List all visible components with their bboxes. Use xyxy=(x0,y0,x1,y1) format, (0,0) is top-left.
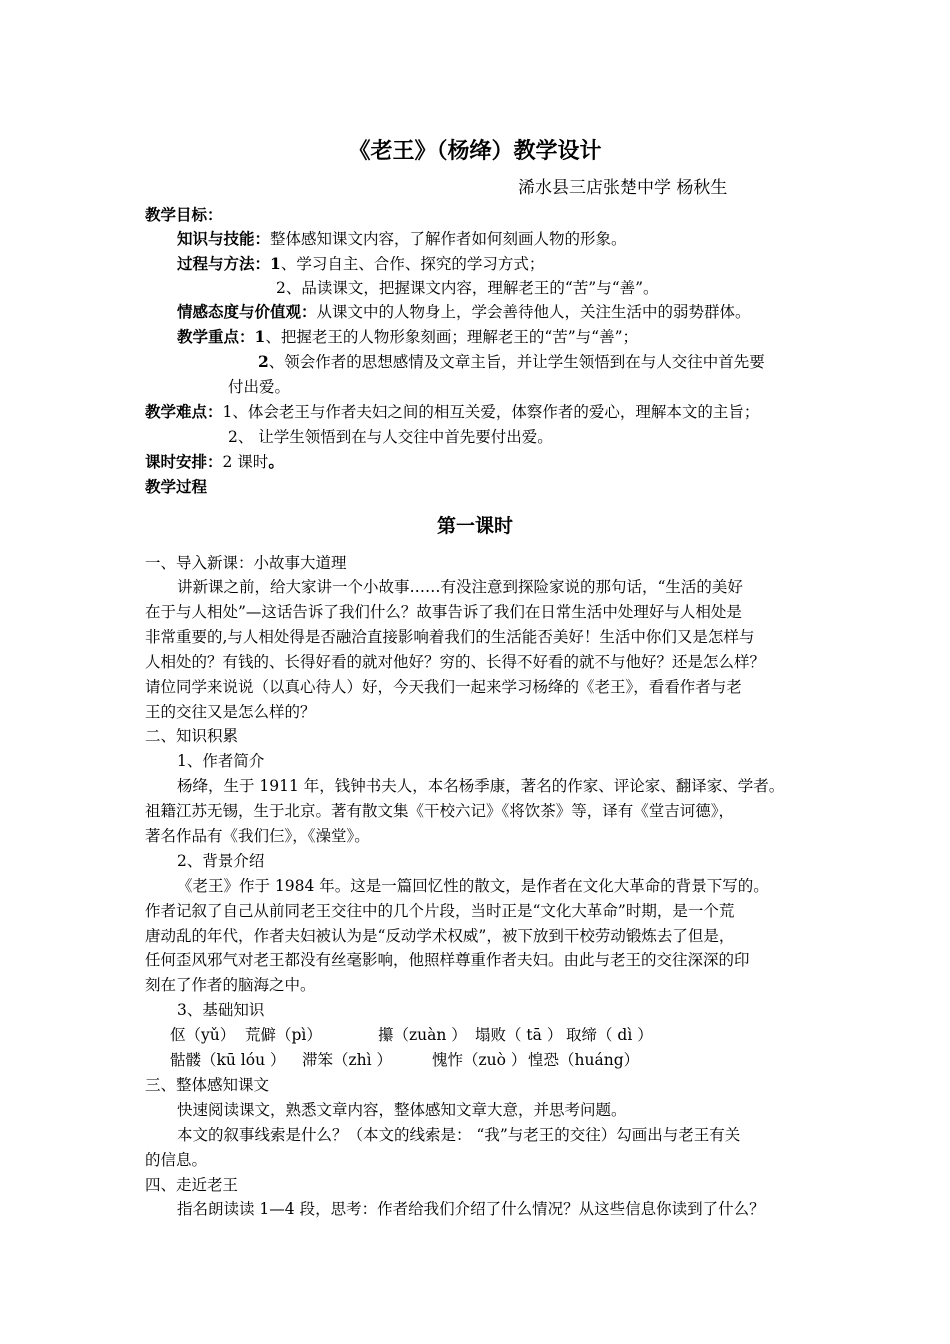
key-num-2: 2 xyxy=(258,352,269,371)
subheading-author-intro: 1、作者简介 xyxy=(177,752,265,770)
paragraph-line: 刻在了作者的脑海之中。 xyxy=(145,976,316,994)
paragraph-line: 本文的叙事线索是什么？（本文的线索是： “我”与老王的交往）勾画出与老王有关 xyxy=(177,1126,741,1144)
paragraph-line: 的信息。 xyxy=(145,1151,208,1169)
key-point-line-2 xyxy=(258,352,765,372)
paragraph-line: 著名作品有《我们仨》，《澡堂》。 xyxy=(145,827,370,845)
paragraph-line: 讲新课之前，给大家讲一个小故事……有没注意到探险家说的那句话，“生活的美好 xyxy=(177,578,743,596)
emotion-text: 从课文中的人物身上，学会善待他人，关注生活中的弱势群体。 xyxy=(316,303,751,321)
hours-line xyxy=(145,452,284,472)
objectives-heading: 教学目标： xyxy=(145,205,223,224)
teaching-process-heading: 教学过程 xyxy=(145,477,208,496)
process-label: 过程与方法： xyxy=(177,254,271,273)
section-2-heading: 二、知识积累 xyxy=(145,727,239,745)
paragraph-line: 唐动乱的年代，作者夫妇被认为是“反动学术权威”，被下放到干校劳动锻炼去了但是， xyxy=(145,927,735,945)
vocab-word: 荒僻（pì） xyxy=(245,1026,322,1044)
vocab-word: 愧怍（zuò ） xyxy=(432,1051,527,1069)
paragraph-line: 指名朗读读 1—4 段，思考：作者给我们介绍了什么情况？从这些信息你读到了什么？ xyxy=(177,1200,765,1218)
key-num-1: 1 xyxy=(254,327,266,346)
vocab-word: 取缔（ dì ） xyxy=(566,1026,653,1044)
process-line-1 xyxy=(177,254,544,274)
paragraph-line: 祖籍江苏无锡，生于北京。著有散文集《干校六记》《将饮茶》等，译有《堂吉诃德》， xyxy=(145,802,735,820)
paragraph-line: 王的交往又是怎么样的？ xyxy=(145,703,316,721)
paragraph-line: 在于与人相处”—这话告诉了我们什么？故事告诉了我们在日常生活中处理好与人相处是 xyxy=(145,603,742,621)
paragraph-line: 作者记叙了自己从前同老王交往中的几个片段，当时正是“文化大革命”时期，是一个荒 xyxy=(145,902,735,920)
process-num-1: 1 xyxy=(270,254,281,273)
section-4-heading: 四、走近老王 xyxy=(145,1176,239,1194)
section-3-heading: 三、整体感知课文 xyxy=(145,1076,270,1094)
document-title: 《老王》（杨绛）教学设计 xyxy=(348,138,602,164)
knowledge-label: 知识与技能： xyxy=(177,229,271,248)
hours-text: 2 课时 xyxy=(222,453,269,471)
difficulty-label: 教学难点： xyxy=(145,402,223,421)
hours-label: 课时安排： xyxy=(145,452,223,471)
author-line: 浠水县三店张楚中学 杨秋生 xyxy=(518,178,728,198)
vocab-word: 伛（yǔ） xyxy=(170,1026,236,1044)
paragraph-line: 《老王》作于 1984 年。这是一篇回忆性的散文，是作者在文化大革命的背景下写的。 xyxy=(177,877,769,895)
key-text-1: 、把握老王的人物形象刻画；理解老王的“苦”与“善”； xyxy=(265,328,639,346)
process-line-2: 2、品读课文，把握课文内容，理解老王的“苦”与“善”。 xyxy=(276,279,659,297)
vocab-word: 攥（zuàn ） xyxy=(378,1026,467,1044)
lesson-heading: 第一课时 xyxy=(436,515,513,537)
vocab-word: 骷髅（kū lóu ） xyxy=(170,1051,286,1069)
process-text-1: 、学习自主、合作、探究的学习方式； xyxy=(280,255,545,273)
emotion-label: 情感态度与价值观： xyxy=(177,302,317,321)
paragraph-line: 请位同学来说说（以真心待人）好，今天我们一起来学习杨绛的《老王》，看看作者与老 xyxy=(145,678,742,696)
difficulty-text-1: 1、体会老王与作者夫妇之间的相互关爱，体察作者的爱心，理解本文的主旨； xyxy=(222,403,760,421)
key-point-line-1 xyxy=(177,327,638,347)
key-text-2a: 、领会作者的思想感情及文章主旨，并让学生领悟到在与人交往中首先要 xyxy=(268,353,765,371)
paragraph-line: 杨绛，生于 1911 年，钱钟书夫人，本名杨季康，著名的作家、评论家、翻译家、学者。 xyxy=(177,777,785,795)
emotion-line xyxy=(177,302,751,322)
vocab-word: 滞笨（zhì ） xyxy=(302,1051,393,1069)
key-label: 教学重点： xyxy=(177,327,255,346)
subheading-background: 2、背景介绍 xyxy=(177,852,265,870)
difficulty-line-2: 2、 让学生领悟到在与人交往中首先要付出爱。 xyxy=(228,428,553,446)
paragraph-line: 快速阅读课文，熟悉文章内容，整体感知文章大意，并思考问题。 xyxy=(177,1101,627,1119)
vocab-word: 塌败（ tā ） xyxy=(475,1026,563,1044)
knowledge-text: 整体感知课文内容，了解作者如何刻画人物的形象。 xyxy=(270,230,627,248)
paragraph-line: 人相处的？有钱的、长得好看的就对他好？穷的、长得不好看的就不与他好？还是怎么样？ xyxy=(145,653,766,671)
paragraph-line: 非常重要的,与人相处得是否融洽直接影响着我们的生活能否美好！生活中你们又是怎样与 xyxy=(145,628,755,646)
subheading-basic-knowledge: 3、基础知识 xyxy=(177,1001,265,1019)
paragraph-line: 任何歪风邪气对老王都没有丝毫影响，他照样尊重作者夫妇。由此与老王的交往深深的印 xyxy=(145,951,750,969)
difficulty-line-1 xyxy=(145,402,759,422)
knowledge-line xyxy=(177,229,627,249)
hours-end: 。 xyxy=(268,452,284,471)
key-point-line-3: 付出爱。 xyxy=(228,378,291,396)
section-1-heading: 一、导入新课：小故事大道理 xyxy=(145,554,347,572)
vocab-word: 惶恐（huáng） xyxy=(528,1051,640,1069)
